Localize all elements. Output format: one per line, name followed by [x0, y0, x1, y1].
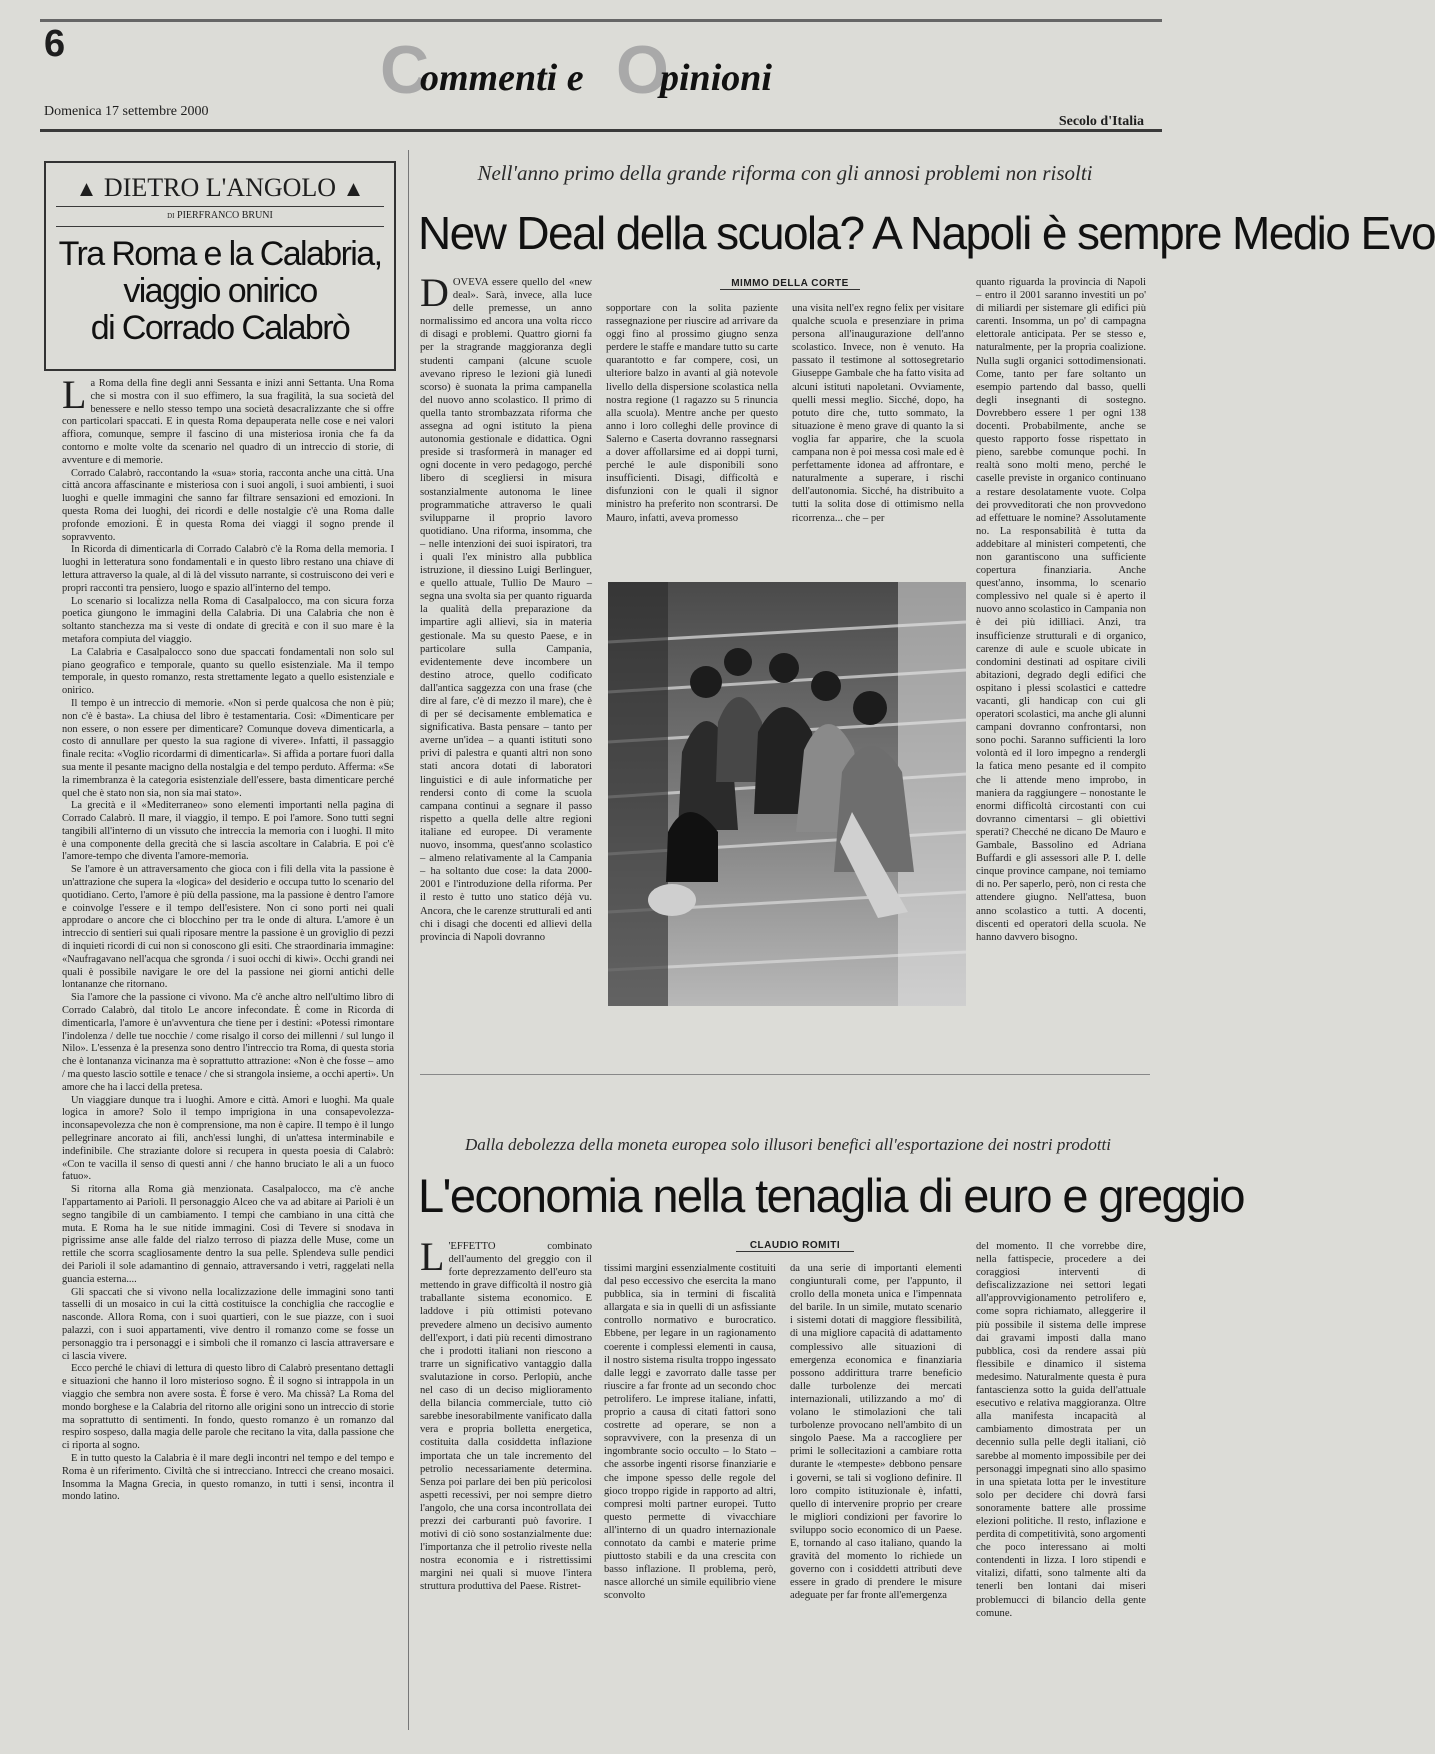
headline-line: di Corrado Calabrò [90, 309, 350, 347]
section-word-commenti: ommenti e [420, 57, 584, 99]
column-divider [408, 150, 409, 1730]
economy-byline: CLAUDIO ROMITI [736, 1240, 854, 1252]
body-paragraph: Gli spaccati che si vivono nella localizzazione delle immagini sono tanti tasselli di un mosaico in cui la città costituisce la conchiglia che raccoglie e nasconde. Allora Roma, con i suoi quartieri, con le sue piazze, con i suoi palazzi, con i suoi appartamenti, vive dentro il romanzo come se fosse un personaggio tra i personaggi e i simboli che il romanzo ci lascia attraversare e ci lascia vivere. [62, 1286, 394, 1362]
economy-col-4-text: del momento. Il che vorrebbe dire, nella fattispecie, procedere a dei coraggiosi interventi di defiscalizzazione nei settori legati all'approvvigionamento petrolifero e, come sopra richiamato, alleggerire il più possibile il sistema delle imprese dai gravami imposti dalla mano pubblica, così da rendere assai più flessibile e dinamico il sistema medesimo. Naturalmente questa è pura fantascienza sotto la guida dell'attuale esecutivo e relativa maggioranza. Oltre alla manifesta incapacità al cambiamento dimostrata per un decennio sulla pelle degli italiani, ciò sarebbe al momento impossibile per dei personaggi impegnati sino allo spasimo in una spietata lotta per le investiture solo per decidere chi dovrà farsi sonoramente battere alle prossime elezioni politiche. Il resto, inflazione e perdita di competitività, sono argomenti che poco interessano ai molti contendenti in lizza. I loro stipendi e vitalizi, difatti, sono talmente alti da tenerli ben lontani dai miseri problemucci di bilancio della gente comune. [976, 1241, 1146, 1619]
body-paragraph: Un viaggiare dunque tra i luoghi. Amore e città. Amori e luoghi. Ma quale logica in amore? Solo il tempo imprigiona in una consapevolezza-inconsapevolezza che non è comprensione, ma non è capire. Il tempo è il lungo pellegrinare ancorato ai fili, anch'essi lunghi, di un'attesa interminabile e indefinibile. Che straziante dolore si recupera in questa poesia di Calabrò: «Con te vacilla il senso di questi anni / che hanno bruciato le ali a un fuoco fatuo». [62, 1094, 394, 1183]
school-photo [608, 582, 966, 1006]
school-bottom-rule [420, 1074, 1150, 1075]
school-col-2-text: sopportare con la solita paziente rassegnazione per riuscire ad arrivare da oggi fino al prossimo giugno senza perdere le staffe e mandare tutto su carte quarantotto e far compere, così, un ulteriore balzo in avanti al già notevole livello della dispersione scolastica nella nostra regione (1 ragazzo su 5 rinuncia alla scuola). Mentre anche per questo anno i loro colleghi delle province di Salerno e Caserta dovranno rassegnarsi a dover affollarsime ed ai doppi turni, perché le aule disponibili sono insufficienti. Disagi, difficoltà e disfunzioni con le quali il signor ministro ha preferito non scontrarsi. De Mauro, infatti, aveva promesso [606, 303, 778, 524]
body-paragraph: Corrado Calabrò, raccontando la «sua» storia, racconta anche una città. Una città ancora affascinante e misteriosa con i suoi angoli, i suoi ambienti, i suoi luoghi e quelle immagini che sanno far filtrare sensazioni ed emozioni. In questa Roma dei luoghi, dei ricordi e delle nostalgie c'è una Roma dalle profonde emozioni. È in questa Roma dei viaggi il sogno prende il sopravvento. [62, 467, 394, 543]
top-rule [40, 19, 1162, 22]
school-col-3-text: una visita nell'ex regno felix per visitare qualche scuola e presenziare in prima persona all'inaugurazione dell'anno scolastico. Invece, non è venuto. Ha passato il testimone al sottosegretario Giuseppe Gambale che ha fatto visita ad alcuni istituti napoletani. Ovviamente, quelli messi meglio. Sicché, dopo, ha potuto dire che, tutto sommato, la situazione è meno grave di quanto la si voglia far apparire, che la scuola campana non è poi messa così male ed è perfettamente idonea ad affrontare, e naturalmente a superare, i rischi dell'autonomia. Sicché, ha distribuito a tutti la solita dose di ottimismo nella ricorrenza... che – per [792, 303, 964, 524]
page-number: 6 [44, 23, 66, 65]
body-paragraph: La Calabria e Casalpalocco sono due spaccati fondamentali non solo sul piano geografico e temporale, quanto su quello esistenziale. Ma il tempo temporale, in questo romanzo, resta strettamente legato a quello esistenziale e onirico. [62, 646, 394, 697]
school-col-4-text: quanto riguarda la provincia di Napoli – entro il 2001 saranno investiti un po' di miliardi per sistemare gli edifici più carenti. Insomma, un po' di campagna elettorale anticipata. Per se stesso e, naturalmente, per la propria coalizione. Nulla sugli organici sottodimensionati. Come, tanto per fare soltanto un esempio partendo dal basso, quelli degli insegnanti di sostegno. Dovrebbero essere 1 per ogni 138 docenti. Probabilmente, anche se questo rapporto fosse rispettato in pieno, sarebbe comunque pochi. In realtà sono molti meno, perché le caselle previste in organico continuano a restare desolatamente vuote. Colpa dei provveditorati che non provvedono ad effettuare le nomine? Assolutamente no. La responsabilità è tutta da addebitare al ministeri competenti, che non garantiscono una sufficiente copertura finanziaria. Anche quest'anno, insomma, lo scenario complessivo nel quale si è aperto il nuovo anno scolastico in Campania non è dei più idilliaci. Anzi, tra insufficienze strutturali e di organico, carenze di aule e scuole ubicate in condomini destinati ad ospitare civili abitazioni, degrado degli edifici che ospitano i plessi scolastici e cattedre vacanti, gli handicap con cui gli operatori scolastici, ma anche gli alunni campani dovranno confrontarsi, non sono pochi. Saranno sufficienti la loro volontà ed il loro impegno a rendergli la fatica meno pesante ed il compito che li attende meno improbo, in maniera da raggiungere – nonostante le enormi difficoltà circostanti con cui dovranno cimentarsi – gli obiettivi sperati? Checché ne dicano De Mauro e Gambale, Bassolino ed Adriana Buffardi e gli assessori alle P. I. delle cinque province campane, noi temiamo di no. Per saperlo, però, non ci resta che attendere giugno. Nell'attesa, buon anno scolastico a tutti. A docenti, discenti ed operatori della scuola. Ne hanno davvero bisogno. [976, 277, 1146, 943]
headline-line: viaggio onirico [123, 272, 317, 310]
body-paragraph: Il tempo è un intreccio di memorie. «Non si perde qualcosa che non è più; non c'è è basta». La chiusa del libro è testamentaria. Così: «Dimenticare per non essere, o non essere per dimenticare? Comunque doveva dimenticarla, a costo di annullare per questo la sua ragione di vivere». Infatti, il passaggio finale recita: «Voglio ricordarmi di dimenticarla». Si affida a portare fuori dalla sua mente il pesante macigno della nostalgia e del tempo perduto. Afferma: «Se la rimembranza è la categoria esistenziale dell'essere, basta dimenticare perché quel che è stato non sia, non sia mai stato». [62, 697, 394, 799]
economy-col-3 [790, 1262, 962, 1730]
body-paragraph: Sia l'amore che la passione ci vivono. Ma c'è anche altro nell'ultimo libro di Corrado Calabrò, dal titolo Le ancore infecondate. È come in Ricorda di dimenticarla, l'amore è un'avventura che tiene per i destini: «Potessi rimontare l'indolenza / delle tue nocchie / come risalgo il corso dei millenni / sul lungo il Nilo». L'essenza è la presenza sono dentro l'intreccio tra Roma, di questa storia che è lontananza vicinanza ma è soprattutto attrazione: «Non è che fosse – amo / ma questo lascio sottile e tenace / che si strangola insieme, a occhi aperti». Un amore che ha i lacci della pretesa. [62, 992, 394, 1093]
school-col-3 [792, 302, 964, 594]
economy-col-4 [976, 1240, 1146, 1730]
body-paragraph: Lo scenario si localizza nella Roma di Casalpalocco, ma con sicura forza poetica giungono le immagini della Calabria. Di una Calabria che non è soltanto stanchezza ma si veste di ondate di grecità e con il suo mare è la metafora compiuta del viaggio. [62, 595, 394, 645]
economy-col-1-text: 'EFFETTO combinato dell'aumento del greggio con il forte deprezzamento dell'euro sta mettendo in grave difficoltà il nostro già traballante sistema economico. E laddove i più ottimisti potevano prevedere almeno un decisivo aumento dell'export, i dati più recenti dimostrano che i prodotti italiani non riescono a trarre un significativo vantaggio dalla svalutazione in corso. Perlopiù, anche nel caso di un deciso miglioramento della bilancia commerciale, tutto ciò sarebbe inesorabilmente vanificato dalla vera e propria bolletta energetica, costituita dalla cosiddetta inflazione importata che un tale incremento del petrolio necessariamente determina. Senza poi parlare dei ben più pericolosi aspetti recessivi, per noi sempre dietro l'angolo, che una corsa incontrollata dei prezzi dei carburanti può favorire. I motivi di ciò sono sostanzialmente due: l'importanza che il petrolio riveste nella nostra economia e i ristrettissimi margini nei quali si muove l'intera struttura produttiva del Paese. Ristret- [420, 1241, 592, 1593]
school-col-2 [606, 302, 778, 594]
column-rubric [56, 173, 384, 204]
body-paragraph: La grecità e il «Mediterraneo» sono elementi importanti nella pagina di Corrado Calabrò. Il mare, il viaggio, il tempo. E poi l'amore. Sono tutti segni tangibili all'interno di un vissuto che intreccia la memoria con i luoghi. Il mito è una componente della grecità che si lascia ascoltare in Calabria. E poi c'è l'amore-tempo che diventa l'amore-memoria. [62, 800, 394, 863]
body-paragraph: Ecco perché le chiavi di lettura di questo libro di Calabrò presentano dettagli e situazioni che hanno il loro misterioso sogno. È il sogno si intrappola in un viaggio che sembra non avere sosta. È forse è vero. Ma chissà? La Roma del mondo borghese e la Calabria del ritorno alle origini sono un intreccio di storie ma soprattutto di sentimenti. In fondo, questo romanzo è un romanzo dal respiro sospeso, dalla magia delle parole che recitano la vita, dalla passione che ci riporta al sogno. [62, 1363, 394, 1452]
issue-date: Domenica 17 settembre 2000 [44, 104, 209, 119]
economy-dropcap: L [420, 1234, 445, 1279]
rubric-right-triangle-icon: ▲ [342, 176, 365, 201]
dropcap: L [62, 372, 87, 417]
school-paragraph [420, 270, 592, 944]
economy-col-1 [420, 1234, 592, 1730]
economy-headline: L'economia nella tenaglia di euro e greggio [418, 1169, 1244, 1222]
economy-col-3-text: da una serie di importanti elementi congiunturali come, per l'appunto, il crollo della moneta unica e l'impennata del barile. In un simile, mutato scenario i sistemi dotati di maggiore flessibilità, di una migliore capacità di adattamento complessivo alle situazioni di emergenza economica e finanziaria possono addirittura trarre beneficio dalle turbolenze dei mercati internazionali, utilizzando a mo' di volano le stimolazioni che tali turbolenze provocano nell'ambito di un singolo Paese. Ma a raccogliere per primi le sollecitazioni a cambiare rotta durante le «tempeste» debbono pensare i governi, se tali si vogliono definire. Il loro compito istituzionale è, infatti, quello di intervenire proprio per creare le migliori condizioni per favorire lo sviluppo socio economico di un Paese. E, tornando al caso italiano, quando la gravità del momento lo richiede un governo con i cosiddetti attributi deve essere in grado di prendere le misure adeguate per far fronte all'emergenza [790, 1263, 962, 1602]
column-headline [56, 236, 384, 347]
rubric-rule-1 [56, 206, 384, 207]
body-paragraph [62, 372, 394, 468]
school-col-4 [976, 276, 1146, 1044]
masthead-rule [40, 129, 1162, 132]
rubric-title: DIETRO L'ANGOLO [103, 173, 337, 202]
school-col-1 [420, 270, 592, 1044]
school-headline: New Deal della scuola? A Napoli è sempre Medio Evo [418, 207, 1435, 259]
economy-col-2 [604, 1262, 776, 1730]
rubric-left-triangle-icon: ▲ [75, 176, 98, 201]
newspaper-name: Secolo d'Italia [1058, 114, 1144, 129]
economy-paragraph [420, 1234, 592, 1594]
school-kicker: Nell'anno primo della grande riforma con gli annosi problemi non risolti [477, 161, 1093, 185]
section-cap-c: C [380, 32, 430, 108]
rubric-rule-2 [56, 226, 384, 227]
school-dropcap: D [420, 270, 449, 315]
body-paragraph: E in tutto questo la Calabria è il mare degli incontri nel tempo e del tempo e Roma è un riferimento. Civiltà che si intrecciano. Intrecci che creano mosaici. Insomma la Magna Grecia, in questo romanzo, in tutti i sensi, incontra il mondo latino. [62, 1452, 394, 1503]
economy-kicker: Dalla debolezza della moneta europea solo illusori benefici all'esportazione dei nostri prodotti [465, 1135, 1111, 1154]
body-paragraph: Se l'amore è un attraversamento che gioca con i fili della vita la passione è un'attrazione che supera la «logica» del desiderio e occupa tutto lo scenario del quotidiano. Certo, l'amore è più della passione, ma la passione è dentro l'amore e coinvolge l'essere e il tempo dell'esistere. Non ci sono porti nei quali approdare o ancore che ci blocchino per tra le onde di altura. L'amore è un intreccio di sentieri sui quali riposare mentre la passione è un groviglio di pezzi di inquieti ricordi di cui non si conoscono gli esiti. Che straordinaria immagine: «Naufragavano nell'acqua che sgronda / i suoi occhi di kiwi». Occhi grandi nei quali è possibile navigare le ore del la passione nei giorni antichi delle lontananze che ritornano. [62, 864, 394, 991]
section-word-opinioni: pinioni [660, 57, 772, 99]
body-paragraph: In Ricorda di dimenticarla di Corrado Calabrò c'è la Roma della memoria. I luoghi in letteratura sono fondamentali e in questo libro restano una chiave di lettura attraverso la quale, al di là del vissuto narrante, si costruiscono dei veri e propri racconti tra pensiero, luogo e spazio all'interno del tempo. [62, 544, 394, 594]
section-title [380, 32, 820, 108]
section-cap-o: O [616, 32, 669, 108]
school-byline: MIMMO DELLA CORTE [720, 278, 860, 290]
paragraph-text: a Roma della fine degli anni Sessanta e inizi anni Settanta. Una Roma che si mostra con il suo effimero, la sua fragilità, la sua società del benessere e nello stesso tempo una società desacralizzante che si offre con particolari spaccati. E in questa Roma depauperata nelle cose e nei valori affiora, comunque, sempre il fascino di una misteriosa ironia che fa da contorno e molte volte da scenario nel quadro di un intreccio di storie, di avventure e di memorie. [62, 378, 394, 466]
school-col-1-text: OVEVA essere quello del «new deal». Sarà, invece, alla luce delle premesse, un anno normalissimo ed ancora una volta ricco di disagi e problemi. Quattro giorni fa per la stragrande maggioranza degli studenti campani (alcune scuole avevano ripreso le lezioni già lunedì scorso) è suonata la prima campanella del nuovo anno scolastico. Il primo di quella tanto strombazzata riforma che assegna ad ogni istituto la piena autonomia gestionale e didattica. Ogni preside si trasformerà in manager ed ogni docente in vero pedagogo, perché libero di scegliersi in misura sostanzialmente autonoma le linee programmatiche attraverso le quali svilupparne il proprio lavoro quotidiano. Una riforma, insomma, che – nelle intenzioni dei suoi ispiratori, tra i quali l'ex ministro alla pubblica istruzione, il diessino Luigi Berlinguer, e quello attuale, Tullio De Mauro – segna una svolta sia per quanto riguarda la qualità della preparazione da impartire agli allievi, sia in materia gestionale. Ma su questo Paese, e in particolare sulla Campania, evidentemente deve incombere un destino atroce, quello codificato dall'antica saggezza con una frase (che dire al fare, c'è di mezzo il mare), che è di per sé decisamente emblematica e significativa. Basta pensare – tanto per averne un'idea – a quanti istituti sono privi di palestra e quanti altri non sono stati ancora dotati di laboratori linguistici e di aule informatiche per rendersi conto di come la scuola campana continui a segnare il passo rispetto a quella delle altre regioni italiane ed europee. Di veramente nuovo, insomma, quest'anno scolastico – almeno relativamente al la Campania – ha soltanto due cose: la data 2000-2001 e l'introduzione della riforma. Per il resto è tutto uno statico déjà vu. Ancora, che le carenze strutturali ed anti chi i disagi che docenti ed allievi della provincia di Napoli dovranno [420, 277, 592, 943]
column-author: di PIERFRANCO BRUNI [167, 210, 273, 221]
headline-line: Tra Roma e la Calabria, [58, 235, 382, 273]
body-paragraph: Si ritorna alla Roma già menzionata. Casalpalocco, ma c'è anche l'appartamento ai Parioli. Il personaggio Alceo che va ad abitare ai Parioli è un segno tangibile di un cambiamento. I tempi che cambiano in una città che muta. E Roma ha le sue nitide immagini. Così di Tevere si snodava in pigrissime anse alle falde del rialzo terroso di piazza delle Muse, come un rettile che scorra scagliosamente dentro la sua pelle. Splendeva sulle pendici dei Parioli il sole adamantino di gennaio, attraversando i vetri, raggelati nella guancia esterna.... [62, 1184, 394, 1285]
economy-col-2-text: tissimi margini essenzialmente costituiti dal peso eccessivo che esercita la mano pubblica, sia in termini di fiscalità allargata e sia in quelli di un asfissiante controllo normativo e burocratico. Ebbene, per legare in un ragionamento coerente i complessi elementi in causa, il nostro sistema risulta troppo ingessato dalle leggi e zavorrato dalle tasse per riuscire a far fronte ad un secondo choc petrolifero. Le imprese italiane, infatti, proprio a causa di citati fattori sono costrette ad operare, se non a sopravvivere, con la presenza di un ingombrante socio occulto – lo Stato – che assorbe ingenti risorse finanziarie e che impone spesso delle regole del gioco troppo rigide in rapporto ad altri, compresi molti partner europei. Tutto questo permette di vivacchiare all'interno di un quadro internazionale connotato da cambi e materie prime piuttosto stabili e da una crescita con basso inflazione. Il problema, però, nasce allorché un simile equilibrio viene sconvolto [604, 1263, 776, 1602]
column-body [62, 372, 394, 1728]
